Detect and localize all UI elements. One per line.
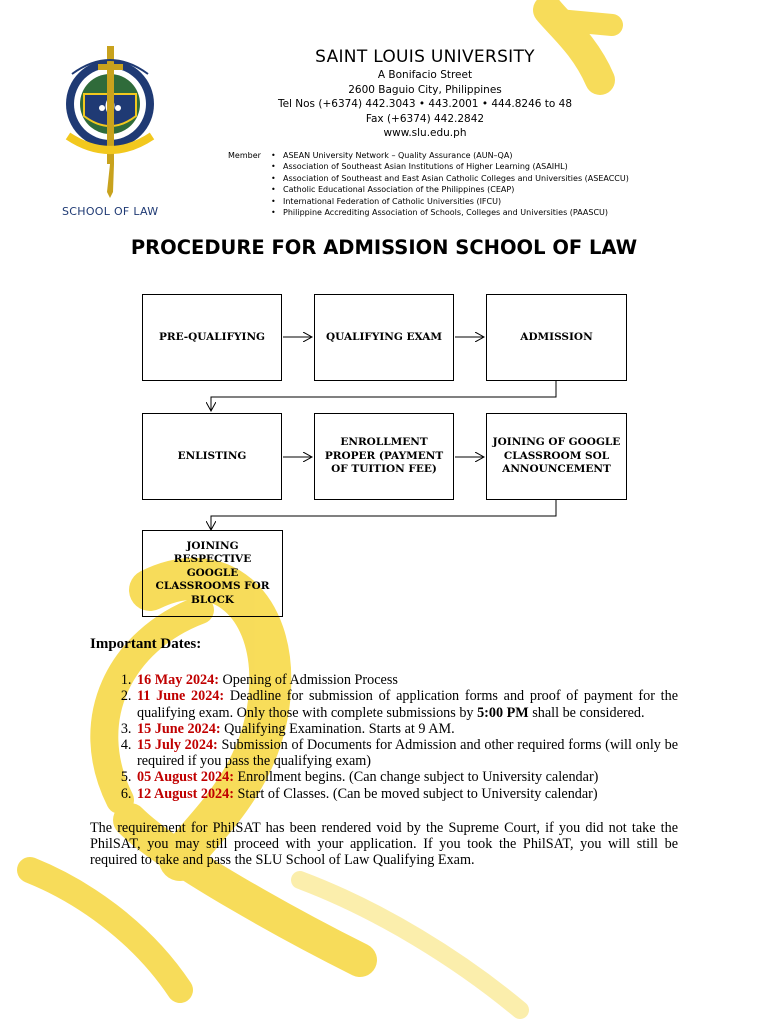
member-label: Member [228, 151, 261, 160]
deadline-time: 5:00 PM [477, 704, 529, 721]
date-description: Opening of Admission Process [218, 672, 398, 689]
date-item [135, 721, 678, 737]
important-dates-heading: Important Dates: [90, 636, 202, 652]
date-item [135, 786, 678, 802]
step-joining-block-classrooms: JOINING RESPECTIVE GOOGLE CLASSROOMS FOR BLOCK [142, 530, 283, 617]
arrow-down-connector [211, 381, 556, 411]
date-label: 16 May 2024: [137, 672, 219, 689]
date-label: 12 August 2024: [137, 785, 234, 802]
city-address: 2600 Baguio City, Philippines [348, 83, 502, 96]
philsat-note: The requirement for PhilSAT has been rendered void by the Supreme Court, if you did not take the PhilSAT, you may still proceed with your application. If you took the PhilSAT, you will still be required to take and pass the SLU School of Law Qualifying Exam. [90, 819, 678, 869]
telephone-numbers: Tel Nos (+6374) 442.3043 • 443.2001 • 444.8246 to 48 [277, 98, 573, 110]
step-enlisting: ENLISTING [142, 413, 282, 500]
fax-number: Fax (+6374) 442.2842 [365, 112, 485, 125]
school-of-law-label: SCHOOL OF LAW [62, 205, 159, 218]
date-label: 05 August 2024: [137, 769, 234, 786]
step-pre-qualifying: PRE-QUALIFYING [142, 294, 282, 381]
step-enrollment-proper: ENROLLMENT PROPER (PAYMENT OF TUITION FEE) [314, 413, 454, 500]
website-link[interactable]: www.slu.edu.ph [383, 127, 467, 139]
date-label: 15 July 2024: [137, 737, 218, 754]
member-item: • Catholic Educational Association of the Philippines (CEAP) [283, 184, 629, 195]
member-item: • Association of Southeast Asian Institutions of Higher Learning (ASAIHL) [283, 161, 629, 172]
street-address: A Bonifacio Street [377, 69, 473, 81]
member-item: • ASEAN University Network – Quality Assurance (AUN–QA) [283, 150, 629, 161]
date-description: Submission of Documents for Admission and other required forms (will only be required if you pass the qualifying exam) [137, 737, 678, 770]
date-description: Qualifying Examination. Starts at 9 AM. [220, 720, 455, 737]
date-label: 11 June 2024: [137, 688, 225, 705]
date-description: Start of Classes. (Can be moved subject to University calendar) [233, 785, 598, 802]
date-item [135, 769, 678, 785]
page-title: PROCEDURE FOR ADMISSION SCHOOL OF LAW [130, 236, 638, 259]
date-description: Deadline for submission of application forms and proof of payment for the qualifying exam. Only those with complete submissions by [137, 688, 678, 721]
date-description-end: shall be considered. [528, 704, 645, 721]
date-item [135, 688, 678, 720]
important-dates-section [90, 636, 678, 868]
member-item: • Philippine Accrediting Association of Schools, Colleges and Universities (PAASCU) [283, 207, 629, 218]
arrow-down-connector [211, 500, 556, 530]
date-label: 15 June 2024: [137, 720, 221, 737]
dates-list [90, 672, 678, 802]
university-name: SAINT LOUIS UNIVERSITY [315, 47, 535, 67]
step-joining-google-classroom: JOINING OF GOOGLE CLASSROOM SOL ANNOUNCEMENT [486, 413, 627, 500]
step-admission: ADMISSION [486, 294, 627, 381]
member-item: • International Federation of Catholic Universities (IFCU) [283, 196, 629, 207]
member-item: • Association of Southeast and East Asian Catholic Colleges and Universities (ASEACCU) [283, 173, 629, 184]
date-description: Enrollment begins. (Can change subject to University calendar) [233, 769, 599, 786]
date-item [135, 672, 678, 688]
step-qualifying-exam: QUALIFYING EXAM [314, 294, 454, 381]
date-item [135, 737, 678, 769]
